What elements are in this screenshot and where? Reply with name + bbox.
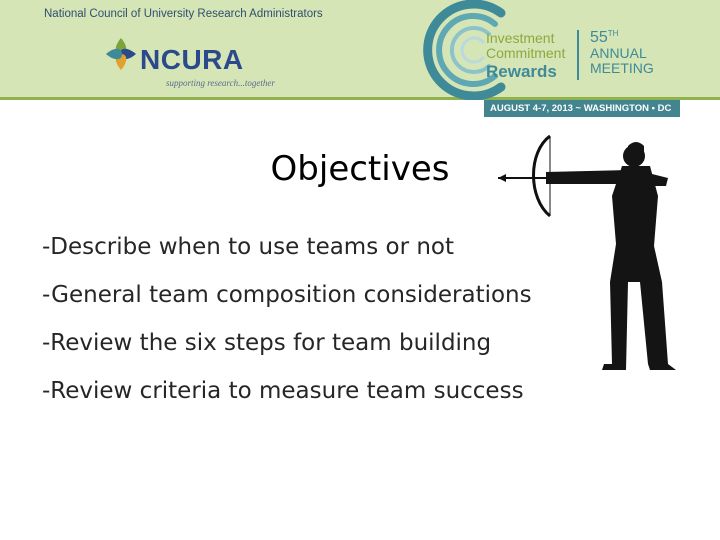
theme-line-rewards: Rewards — [486, 62, 557, 81]
slide-title: Objectives — [270, 149, 450, 189]
event-dateline: AUGUST 4-7, 2013 ~ WASHINGTON • DC — [484, 100, 680, 117]
objective-item: -General team composition considerations — [42, 282, 532, 308]
ncura-logo-icon — [104, 36, 138, 72]
objectives-list — [42, 230, 532, 422]
theme-text — [486, 31, 565, 80]
header-banner — [0, 0, 720, 100]
org-name: National Council of University Research Administrators — [44, 8, 323, 20]
annual-meeting-label — [590, 30, 654, 76]
objective-item: -Review the six steps for team building — [42, 330, 492, 356]
ncura-logo-text: NCURA — [140, 44, 244, 75]
logo-tagline: supporting research...together — [166, 78, 275, 88]
theme-divider — [577, 30, 579, 80]
theme-line-investment: Investment — [486, 30, 555, 46]
objective-item: -Describe when to use teams or not — [42, 234, 455, 260]
archer-silhouette-image — [498, 132, 678, 374]
meeting-ordinal: TH — [607, 29, 619, 38]
theme-line-commitment: Commitment — [486, 45, 566, 61]
objective-item: -Review criteria to measure team success — [42, 378, 524, 404]
meeting-number: 55TH — [590, 29, 619, 46]
meeting-annual: ANNUAL — [590, 45, 647, 61]
meeting-meeting: MEETING — [590, 60, 654, 76]
